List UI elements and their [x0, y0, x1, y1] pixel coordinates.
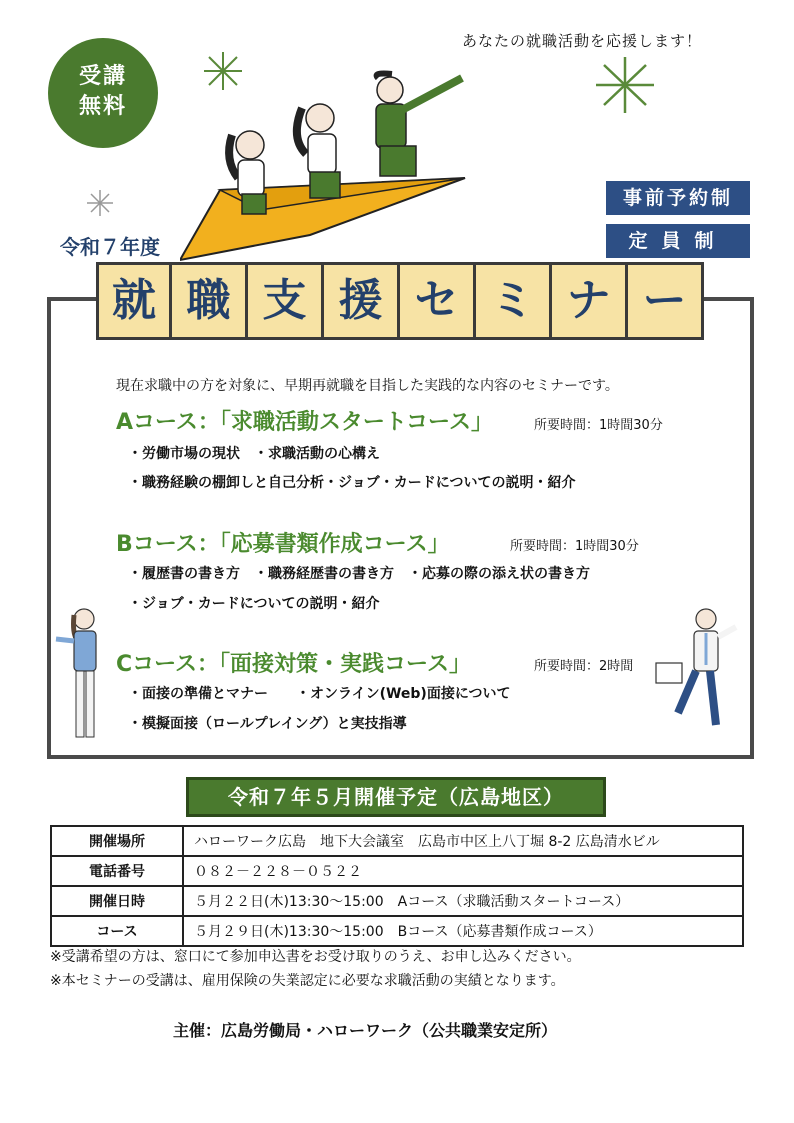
note-text: ※受講希望の方は、窓口にて参加申込書をお受け取りのうえ、お申し込みください。: [50, 949, 581, 965]
event-info-table: [50, 825, 744, 947]
date-value: ５月２９日(木)13:30～15:00 Bコース（応募書類作成コース）: [183, 916, 743, 946]
title-char: ミ: [476, 262, 552, 340]
course-c-bullet: ・面接の準備とマナー ・オンライン(Web)面接について: [128, 686, 511, 702]
course-label: コース: [51, 916, 183, 946]
title-char: 職: [172, 262, 248, 340]
note-text: ※本セミナーの受講は、雇用保険の失業認定に必要な求職活動の実績となります。: [50, 973, 565, 989]
sparkle-icon: [590, 55, 660, 115]
course-b-bullet: ・ジョブ・カードについての説明・紹介: [128, 596, 380, 612]
tagline: あなたの就職活動を応援します！: [462, 32, 703, 50]
fiscal-year-label: 令和７年度: [60, 235, 160, 259]
page-title: [96, 262, 704, 340]
table-row: [51, 856, 743, 886]
course-c-heading: Cコース：「面接対策・実践コース」: [116, 652, 471, 677]
course-a-bullet: ・職務経験の棚卸しと自己分析・ジョブ・カードについての説明・紹介: [128, 475, 576, 491]
sparkle-icon: [85, 188, 115, 218]
date-value: ５月２２日(木)13:30～15:00 Aコース（求職活動スタートコース）: [183, 886, 743, 916]
course-a-bullet: ・労働市場の現状 ・求職活動の心構え: [128, 446, 380, 462]
title-char: 援: [324, 262, 400, 340]
table-row: [51, 826, 743, 856]
schedule-banner: 令和７年５月開催予定（広島地区）: [186, 777, 606, 817]
table-row: [51, 916, 743, 946]
free-badge-line-2: 無料: [78, 94, 127, 119]
title-char: ー: [628, 262, 704, 340]
course-a-time: 所要時間：1時間30分: [534, 418, 663, 433]
course-b-bullet: ・履歴書の書き方 ・職務経歴書の書き方 ・応募の際の添え状の書き方: [128, 566, 590, 582]
free-badge: [48, 38, 158, 148]
title-char: 支: [248, 262, 324, 340]
title-char: セ: [400, 262, 476, 340]
phone-value: ０８２－２２８－０５２２: [183, 856, 743, 886]
table-row: [51, 886, 743, 916]
presenter-woman-illustration: [50, 605, 112, 745]
organizer-text: 主催：広島労働局・ハローワーク（公共職業安定所）: [173, 1021, 558, 1040]
venue-label: 開催場所: [51, 826, 183, 856]
running-man-illustration: [648, 605, 743, 745]
title-char: ナ: [552, 262, 628, 340]
venue-value: ハローワーク広島 地下大会議室 広島市中区上八丁堀 8-2 広島清水ビル: [183, 826, 743, 856]
course-b-time: 所要時間：1時間30分: [510, 539, 639, 554]
phone-label: 電話番号: [51, 856, 183, 886]
capacity-tag: 定員制: [606, 224, 750, 258]
paper-plane-illustration: [180, 60, 480, 270]
free-badge-line-1: 受講: [78, 64, 127, 89]
date-label: 開催日時: [51, 886, 183, 916]
course-b-heading: Bコース：「応募書類作成コース」: [116, 532, 450, 557]
course-c-time: 所要時間：2時間: [534, 659, 634, 674]
course-a-heading: Aコース：「求職活動スタートコース」: [116, 410, 493, 435]
course-c-bullet: ・模擬面接（ロールプレイング）と実技指導: [128, 716, 407, 732]
reservation-tag: 事前予約制: [606, 181, 750, 215]
intro-text: 現在求職中の方を対象に、早期再就職を目指した実践的な内容のセミナーです。: [116, 378, 619, 394]
title-char: 就: [96, 262, 172, 340]
